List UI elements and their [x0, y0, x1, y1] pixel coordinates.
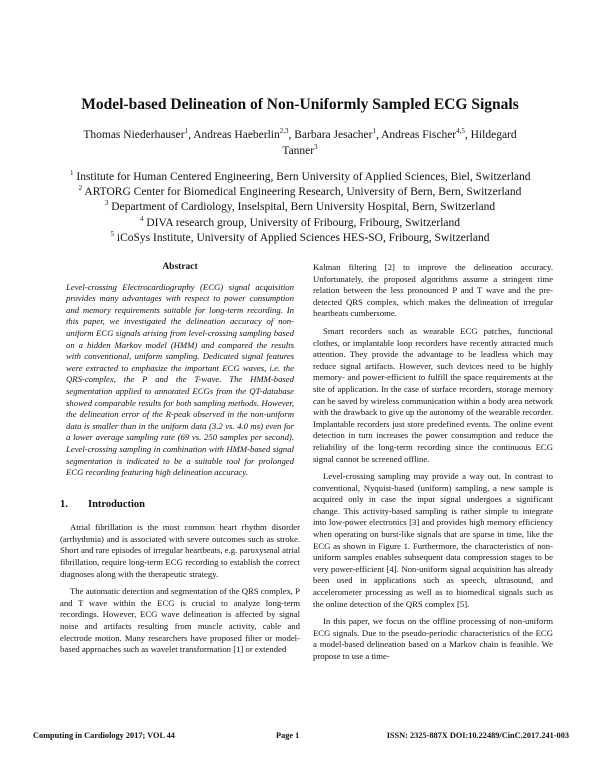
author: Barbara Jesacher$^1$,: [294, 127, 382, 141]
paragraph: In this paper, we focus on the offline processing of non-uniform ECG signals. Due to the pseudo-periodic characteristics of the ECG a model-based delineation based on a Markov chain is feasible. We propose to use a time-: [313, 616, 553, 661]
left-column: [60, 262, 300, 662]
paragraph: Smart recorders such as wearable ECG patches, functional clothes, or implantable loop recorders have recently attracted much attention. They provide the advantage to be leadless which may reduce signal artifacts. However, such devices need to be highly memory- and power-efficient to fulfill the space requirements at the site of application. In the case of surface recorders, storage memory can be saved by wireless communication within a body area network with the drawback to give up the autonomy of the wearable recorder. Implantable recorders just store predefined events. The online event detection in turn increases the power consumption and reduce the reliability of the long-term recording since the continuous ECG signal cannot be screened offline.: [313, 325, 553, 464]
author: Andreas Haeberlin$^{2,3}$,: [193, 127, 295, 141]
footer-page-number: Page 1: [276, 731, 300, 740]
paragraph: The automatic detection and segmentation of the QRS complex, P and T wave within the ECG is crucial to analyze long-term recordings. However, ECG wave delineation is affected by signal noise and artifacts resulting from muscle activity, cable and electrode motion. Many researchers have proposed filter or model-based approaches such as wavelet transformation [1] or extended: [60, 586, 300, 655]
section-heading: 1. Introduction: [60, 498, 145, 510]
affiliation-list: [70, 170, 530, 246]
abstract-text: Level-crossing Electrocardiography (ECG) signal acquisition provides many advantages with respect to power consumption and memory requirements suitable for long-term recording. In this paper, we investigated the delineation accuracy of non-uniform ECG signals arising from level-crossing sampling based on a hidden Markov model (HMM) and compared the results with conventional, uniform sampling. Dedicated signal features were extracted to emphasize the important ECG waves, i.e. the QRS-complex, the P and the T-wave. The HMM-based segmentation applied to annotated ECGs from the QT-database showed comparable results for both sampling methods. However, the delineation error of the R-peak observed in the non-uniform data is smaller than in the uniform data (3.2 vs. 4.0 ms) even for a lower average sampling rate (69 vs. 250 samples per second). Level-crossing sampling in combination with HMM-based signal segmentation is indicated to be a suitable tool for prolonged ECG recording featuring high delineation accuracy.: [66, 281, 294, 478]
right-column: [313, 262, 553, 669]
affiliation: $^2$ ARTORG Center for Biomedical Engineering Research, University of Bern, Bern, Switzerland: [78, 184, 522, 199]
paragraph: Kalman filtering [2] to improve the delineation accuracy. Unfortunately, the proposed algorithms assume a stringent time relation between the less pronounced P and T wave and the pre-detected QRS complex, which makes the delineation of irregular heartbeats cumbersome.: [313, 262, 553, 319]
author: Thomas Niederhauser$^1$,: [83, 127, 194, 141]
affiliation: $^3$ Department of Cardiology, Inselspital, Bern University Hospital, Bern, Switzerland: [104, 199, 496, 214]
paragraph: Level-crossing sampling may provide a way out. In contrast to conventional, Nyquist-based (uniform) sampling, a new sample is acquired only in case the input signal undergoes a significant change. This activity-based sampling is rather simple to integrate into low-power electronics [3] and provides high memory efficiency when operating on burst-like signals that are sparse in time, like the ECG as shown in Figure 1. Furthermore, the characteristics of non-uniform samples enables subsequent data compression stages to be very power-efficient [4]. Non-uniform signal acquisition has already been used in applications such as speech, ultrasound, and accelerometer processing as well as to biomedical signals such as the online detection of the QRS complex [5].: [313, 471, 553, 609]
author-list: [70, 127, 530, 159]
affiliation: $^1$ Institute for Human Centered Engineering, Bern University of Applied Sciences, Biel, Switzerland: [70, 169, 531, 183]
author: Hildegard Tanner$^3$: [282, 129, 517, 157]
paragraph: Atrial fibrillation is the most common heart rhythm disorder (arrhythmia) and is associated with severe outcomes such as stroke. Short and rare episodes of irregular heartbeats, e.g. paroxysmal atrial fibrillation, require long-term ECG recording to establish the correct diagnoses along with the therapeutic strategy.: [60, 522, 300, 579]
affiliation: $^5$ iCoSys Institute, University of Applied Sciences HES-SO, Fribourg, Switzerland: [110, 229, 490, 244]
footer-journal: Computing in Cardiology 2017; VOL 44: [33, 731, 175, 740]
paper-title: Model-based Delineation of Non-Uniformly Sampled ECG Signals: [81, 96, 519, 113]
abstract-heading: Abstract: [162, 262, 198, 272]
author: Andreas Fischer$^{4,5}$,: [381, 127, 471, 141]
footer-doi: ISSN: 2325-887X DOI:10.22489/CinC.2017.241-003: [386, 731, 569, 740]
affiliation: $^4$ DIVA research group, University of Fribourg, Fribourg, Switzerland: [139, 214, 461, 229]
